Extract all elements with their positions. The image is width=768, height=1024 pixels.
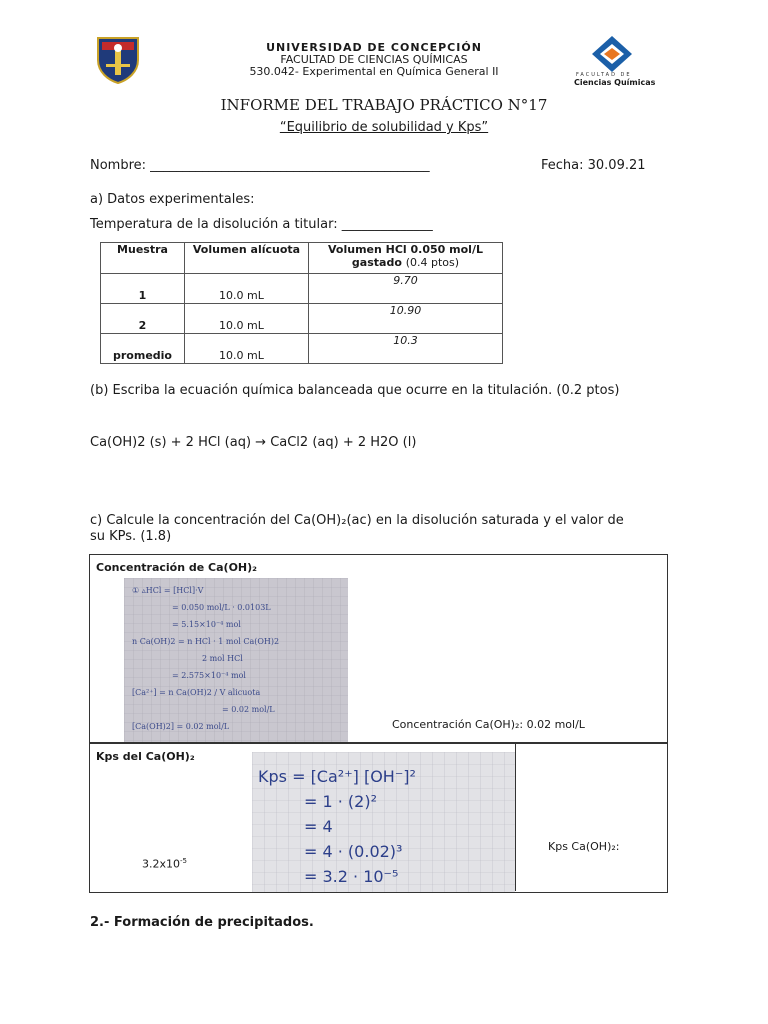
- balanced-equation: Ca(OH)2 (s) + 2 HCl (aq) → CaCl2 (aq) + 2 H2O (l): [90, 435, 417, 450]
- section-b-question: (b) Escriba la ecuación química balanceada que ocurre en la titulación. (0.2 ptos): [90, 383, 620, 398]
- kps-label: Kps Ca(OH)₂:: [548, 840, 620, 853]
- kps-value: $3.2x10^{-5}$: [142, 857, 187, 871]
- date-field: Fecha: 30.09.21: [541, 158, 646, 173]
- report-subtitle: “Equilibrio de solubilidad y Kps”: [279, 120, 489, 135]
- report-title: INFORME DEL TRABAJO PRÁCTICO N°17: [220, 96, 548, 114]
- logo-small-text: FACULTAD DE: [576, 72, 632, 78]
- kps-divider: [515, 742, 516, 891]
- table-row: promedio 10.0 mL 10.3: [101, 334, 503, 364]
- section-2-heading: 2.- Formación de precipitados.: [90, 915, 314, 930]
- experimental-data-table: [100, 242, 503, 364]
- table-row: 1 10.0 mL 9.70: [101, 274, 503, 304]
- col-header-hcl: Volumen HCl 0.050 mol/L gastado (0.4 ptos): [309, 243, 503, 274]
- handwritten-kps-photo: Kps = [Ca²⁺] [OH⁻]² = 1 · (2)² = 4 = 4 · (0.02)³ = 3.2 · 10⁻⁵: [252, 752, 515, 892]
- table-row: 2 10.0 mL 10.90: [101, 304, 503, 334]
- course-name: 530.042- Experimental en Química General II: [249, 65, 499, 78]
- section-c-question-line1: c) Calcule la concentración del Ca(OH)₂(ac) en la disolución saturada y el valor de: [90, 513, 624, 528]
- concentration-result: Concentración Ca(OH)₂: 0.02 mol/L: [392, 718, 585, 731]
- concentration-heading: Concentración de Ca(OH)₂: [96, 561, 257, 574]
- section-a-heading: a) Datos experimentales:: [90, 192, 255, 207]
- handwritten-calculation-photo: ① ▵HCl = [HCl]·V = 0.050 mol/L · 0.0103L = 5.15×10⁻⁴ mol n Ca(OH)2 = n HCl · 1 mol Ca(OH)2 2 mol HCl = 2.575×10⁻⁴ mol [Ca²⁺] = n Ca(OH)2 / V alicuota = 0.02 mol/L [Ca(OH)2] = 0.02 mol/L: [124, 578, 348, 742]
- name-field: Nombre: ___________________________________________: [90, 158, 430, 173]
- kps-heading: Kps del Ca(OH)₂: [96, 750, 195, 763]
- temperature-field: Temperatura de la disolución a titular: ______________: [90, 217, 433, 232]
- university-name: UNIVERSIDAD DE CONCEPCIÓN: [266, 41, 482, 54]
- col-header-sample: Muestra: [101, 243, 185, 274]
- section-c-question-line2: su KPs. (1.8): [90, 529, 172, 544]
- faculty-name: FACULTAD DE CIENCIAS QUÍMICAS: [280, 53, 468, 66]
- logo-text: Ciencias Químicas: [574, 78, 656, 87]
- faculty-logo: [572, 34, 656, 90]
- col-header-volume: Volumen alícuota: [185, 243, 309, 274]
- university-crest: [94, 34, 142, 84]
